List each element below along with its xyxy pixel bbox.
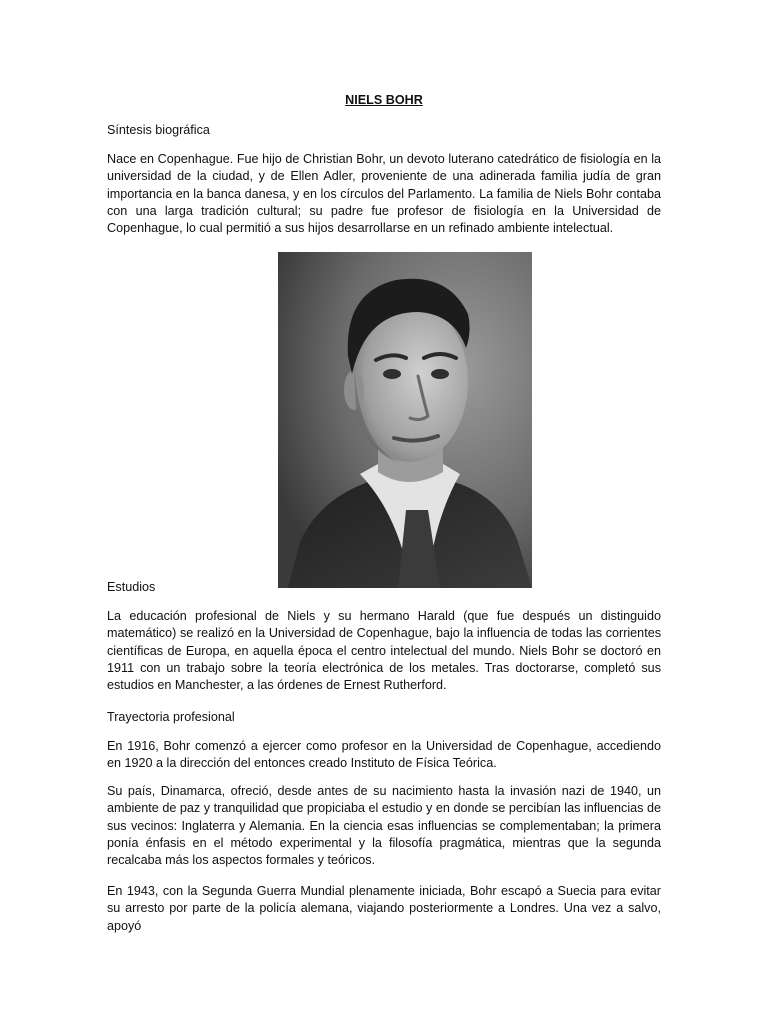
portrait-eye-left [383, 369, 401, 379]
section-heading-synthesis: Síntesis biográfica [107, 123, 210, 137]
portrait-photo-icon [278, 252, 532, 588]
section-heading-studies: Estudios [107, 580, 156, 594]
paragraph-studies: La educación profesional de Niels y su hermano Harald (que fue después un distinguido matemático) se realizó en la Universidad de Copenhague, bajo la influencia de todas las corrientes científicas de Europa, en aquella época el centro intelectual del mundo. Niels Bohr se doctoró en 1911 con un trabajo sobre la teoría electrónica de los metales. Tras doctorarse, completó sus estudios en Manchester, a las órdenes de Ernest Rutherford. [107, 609, 661, 693]
section-heading-career: Trayectoria profesional [107, 710, 235, 724]
document-title: NIELS BOHR [345, 93, 423, 107]
paragraph-career-1: En 1916, Bohr comenzó a ejercer como profesor en la Universidad de Copenhague, accediendo en 1920 a la dirección del entonces creado Instituto de Física Teórica. [107, 739, 661, 771]
portrait-ear [344, 370, 364, 410]
portrait-eye-right [431, 369, 449, 379]
paragraph-career-3: En 1943, con la Segunda Guerra Mundial plenamente iniciada, Bohr escapó a Suecia para evitar su arresto por parte de la policía alemana, viajando posteriormente a Londres. Una vez a salvo, apoyó [107, 884, 661, 933]
paragraph-career-2: Su país, Dinamarca, ofreció, desde antes de su nacimiento hasta la invasión nazi de 1940, un ambiente de paz y tranquilidad que propiciaba el estudio y en donde se percibían las influencias de sus vecinos: Inglaterra y Alemania. En la ciencia esas influencias se complementaban; la primera ponía énfasis en el método experimental y la filosofía pragmática, mientras que la segunda recalcaba más los aspectos formales y teóricos. [107, 784, 661, 868]
paragraph-synthesis: Nace en Copenhague. Fue hijo de Christian Bohr, un devoto luterano catedrático de fisiología en la universidad de la ciudad, y de Ellen Adler, proveniente de una adinerada familia judía de gran importancia en la banca danesa, y en los círculos del Parlamento. La familia de Niels Bohr contaba con una larga tradición cultural; su padre fue profesor de fisiología en la Universidad de Copenhague, lo cual permitió a sus hijos desarrollarse en un refinado ambiente intelectual. [107, 152, 661, 236]
